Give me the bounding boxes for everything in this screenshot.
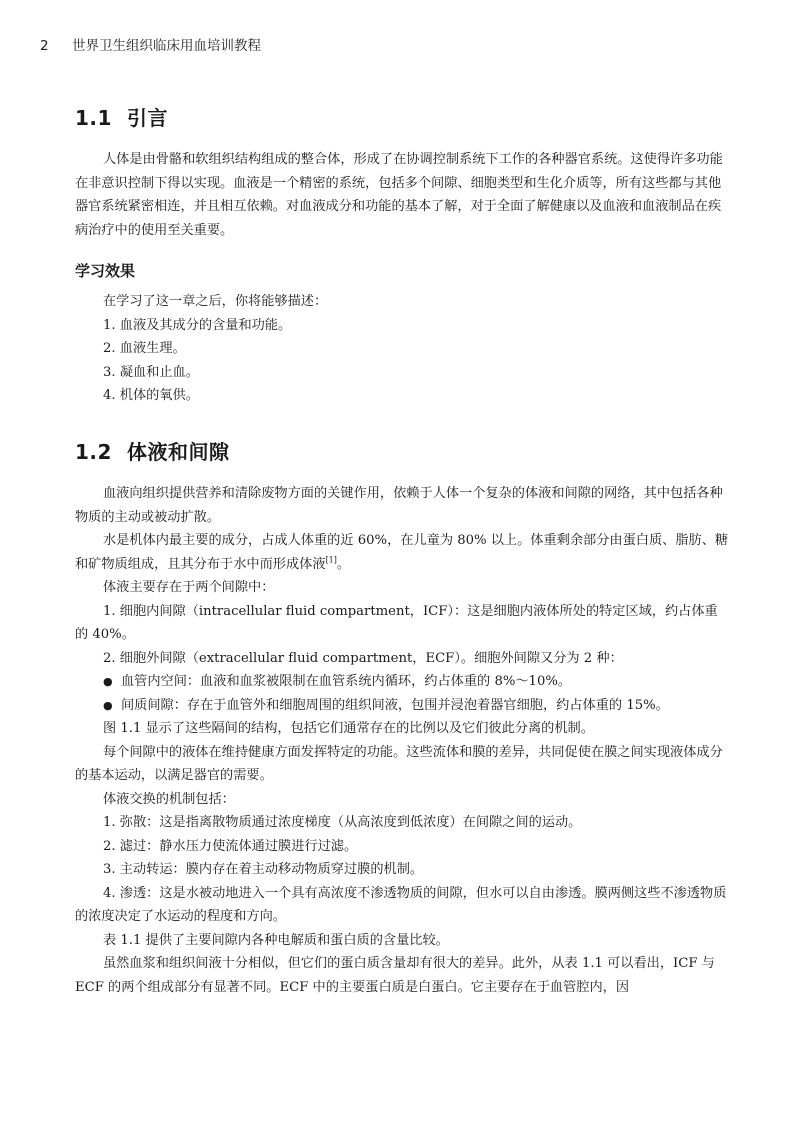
paragraph: 血液向组织提供营养和清除废物方面的关键作用，依赖于人体一个复杂的体液和间隙的网络，其中包括各种物质的主动或被动扩散。 <box>75 486 723 525</box>
paragraph: 体液交换的机制包括： <box>103 791 235 807</box>
paragraph: 图 1.1 显示了这些隔间的结构，包括它们通常存在的比例以及它们彼此分离的机制。 <box>103 721 594 736</box>
learning-outcomes-list <box>75 290 730 408</box>
paragraph: 虽然血浆和组织间液十分相似，但它们的蛋白质含量却有很大的差异。此外，从表 1.1 可以看出，ICF 与 ECF 的两个组成部分有显著不同。ECF 中的主要蛋白质是白蛋白。它主要存在于血管腔内，因 <box>75 956 715 995</box>
section-heading-1-2 <box>75 436 230 465</box>
section-number: 1.1 <box>75 106 112 130</box>
intro-paragraph: 人体是由骨骼和软组织结构组成的整合体，形成了在协调控制系统下工作的各种器官系统。这使得许多功能在非意识控制下得以实现。血液是一个精密的系统，包括多个间隙、细胞类型和生化介质等，所有这些都与其他器官系统紧密相连，并且相互依赖。对血液成分和功能的基本了解，对于全面了解健康以及血液和血液制品在疾病治疗中的使用至关重要。 <box>75 152 723 238</box>
bullet-text: 血管内空间：血液和血浆被限制在血管系统内循环，约占体重的 8%～10%。 <box>121 674 572 689</box>
paragraph: 体液主要存在于两个间隙中： <box>103 580 275 595</box>
list-item: 1. 血液及其成分的含量和功能。 <box>103 317 292 333</box>
section-heading-1-1 <box>75 102 168 131</box>
bullet-item <box>75 670 730 694</box>
reference-marker: [1] <box>325 555 337 565</box>
list-item: 2. 血液生理。 <box>103 341 186 356</box>
bullet-icon: ● <box>103 675 113 688</box>
bullet-text: 间质间隙：存在于血管外和细胞周围的组织间液，包围并浸泡着器官细胞，约占体重的 15%。 <box>121 697 669 713</box>
list-item: 4. 机体的氧供。 <box>103 388 199 403</box>
running-header <box>40 34 261 54</box>
intro-body <box>75 148 730 242</box>
list-item: 2. 滤过：静水压力使流体通过膜进行过滤。 <box>103 838 358 854</box>
paragraph: 每个间隙中的液体在维持健康方面发挥特定的功能。这些流体和膜的差异，共同促使在膜之间实现液体成分的基本运动，以满足器官的需要。 <box>75 744 723 783</box>
book-title: 世界卫生组织临床用血培训教程 <box>72 38 261 54</box>
paragraph-text: 水是机体内最主要的成分，占成人体重的近 60%，在儿童为 80% 以上。体重剩余部分由蛋白质、脂肪、糖和矿物质组成，且其分布于水中而形成体液 <box>75 533 729 572</box>
paragraph <box>75 529 730 576</box>
page-number: 2 <box>40 38 49 54</box>
bullet-icon: ● <box>103 698 113 712</box>
section-title: 体液和间隙 <box>127 440 230 464</box>
list-item: 3. 凝血和止血。 <box>103 364 199 380</box>
bullet-item <box>75 694 730 718</box>
paragraph: 表 1.1 提供了主要间隙内各种电解质和蛋白质的含量比较。 <box>103 932 449 948</box>
section-number: 1.2 <box>75 440 112 464</box>
paragraph: 2. 细胞外间隙（extracellular fluid compartment，ECF）。细胞外间隙又分为 2 种： <box>103 650 623 666</box>
learning-outcomes-heading: 学习效果 <box>75 262 136 280</box>
paragraph-end: 。 <box>336 556 351 572</box>
section-title: 引言 <box>127 106 168 130</box>
list-item: 1. 弥散：这是指离散物质通过浓度梯度（从高浓度到低浓度）在间隙之间的运动。 <box>103 815 582 830</box>
fluids-body <box>75 482 730 999</box>
paragraph: 1. 细胞内间隙（intracellular fluid compartment，ICF）：这是细胞内液体所处的特定区域，约占体重的 40%。 <box>75 603 718 642</box>
paragraph: 4. 渗透：这是水被动地进入一个具有高浓度不渗透物质的间隙，但水可以自由渗透。膜两侧这些不渗透物质的浓度决定了水运动的程度和方向。 <box>75 885 727 924</box>
list-item: 3. 主动转运：膜内存在着主动移动物质穿过膜的机制。 <box>103 862 424 877</box>
learning-intro: 在学习了这一章之后，你将能够描述： <box>103 294 328 309</box>
